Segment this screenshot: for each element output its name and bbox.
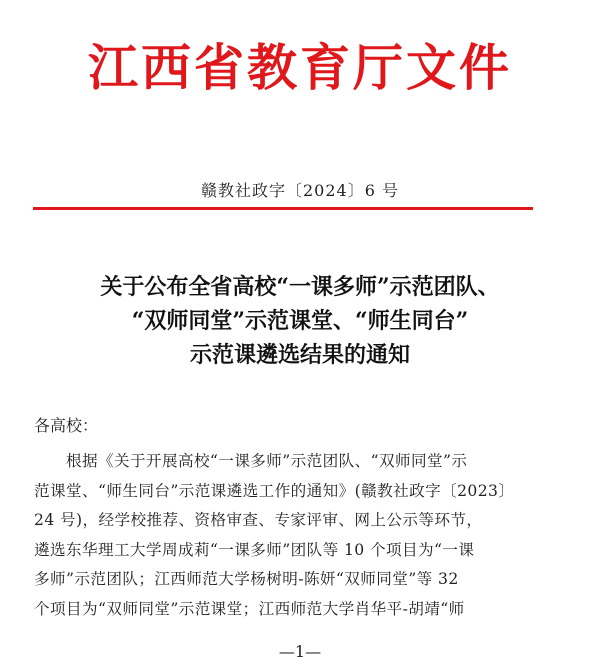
notice-title [0, 270, 600, 372]
page-number: —1— [278, 642, 322, 661]
body-line: 24 号)，经学校推荐、资格审查、专家评审、网上公示等环节， [34, 511, 483, 529]
title-line: 关于公布全省高校“一课多师”示范团队、 [100, 274, 500, 300]
salutation: 各高校： [34, 416, 99, 435]
body-line: 个项目为“双师同堂”示范课堂；江西师范大学肖华平-胡靖“师 [34, 599, 465, 618]
body-line: 多师”示范团队；江西师范大学杨树明-陈妍“双师同堂”等 32 [34, 570, 459, 588]
body-line: 遴选东华理工大学周成莉“一课多师”团队等 10 个项目为“一课 [34, 540, 475, 559]
title-line: “双师同堂”示范课堂、“师生同台” [131, 308, 469, 334]
body-line: 根据《关于开展高校“一课多师”示范团队、“双师同堂”示 [34, 452, 468, 470]
document-number: 赣教社政字〔2024〕6 号 [201, 181, 399, 200]
title-line: 示范课遴选结果的通知 [189, 342, 410, 368]
body-line: 范课堂、“师生同台”示范课遴选工作的通知》(赣教社政字〔2023〕 [34, 481, 515, 500]
body-paragraph [34, 447, 544, 624]
masthead-title: 江西省教育厅文件 [88, 38, 512, 97]
red-divider-line [33, 207, 533, 210]
